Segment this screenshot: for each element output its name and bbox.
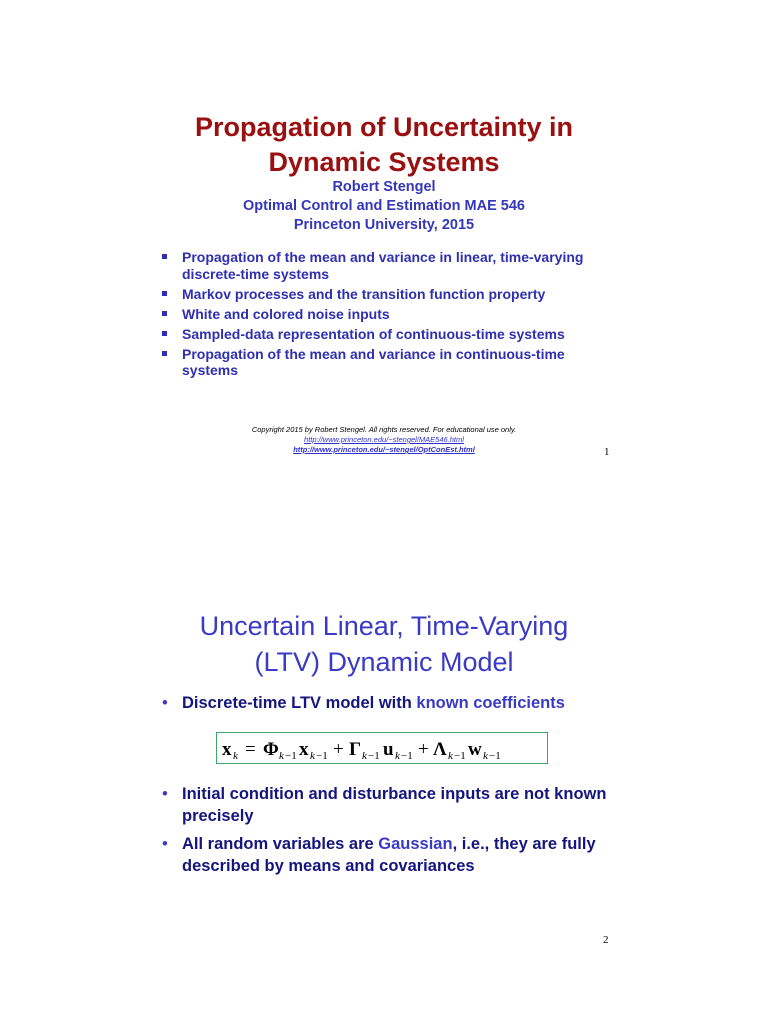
state-equation-box	[216, 732, 548, 764]
svg-text:−1: −1	[285, 750, 297, 762]
svg-text:k: k	[279, 750, 284, 762]
svg-text:−1: −1	[401, 750, 413, 762]
svg-text:Φ: Φ	[263, 739, 279, 760]
square-bullet-icon	[162, 291, 167, 296]
svg-text:=: =	[245, 739, 256, 760]
list-item: • Discrete-time LTV model with known coefficients	[162, 694, 565, 712]
course-link[interactable]: http://www.princeton.edu/~stengel/MAE546.html	[304, 435, 464, 444]
svg-text:−1: −1	[316, 750, 328, 762]
svg-text:Λ: Λ	[433, 739, 447, 760]
svg-text:x: x	[299, 739, 309, 760]
copyright-notice: Copyright 2015 by Robert Stengel. All rights reserved. For educational use only.	[251, 425, 517, 434]
svg-text:k: k	[310, 750, 315, 762]
slide-2-bullet-list-bottom	[160, 783, 620, 883]
svg-text:x: x	[222, 739, 232, 760]
book-link[interactable]: http://www.princeton.edu/~stengel/OptConEst.html	[293, 445, 475, 454]
course: Optimal Control and Estimation MAE 546	[243, 198, 525, 214]
page-number: 1	[604, 446, 610, 458]
highlight-gaussian: Gaussian	[378, 835, 453, 853]
svg-text:k: k	[395, 750, 400, 762]
list-item: Markov processes and the transition function property	[162, 286, 612, 303]
list-item: Propagation of the mean and variance in linear, time-varying discrete-time systems	[162, 249, 612, 282]
svg-text:−1: −1	[368, 750, 380, 762]
svg-text:−1: −1	[489, 750, 501, 762]
svg-text:+: +	[418, 739, 429, 760]
square-bullet-icon	[162, 254, 167, 259]
svg-text:k: k	[448, 750, 453, 762]
svg-text:k: k	[362, 750, 367, 762]
page-number: 2	[603, 934, 609, 946]
svg-text:k: k	[483, 750, 488, 762]
svg-text:Γ: Γ	[349, 739, 362, 760]
square-bullet-icon	[162, 311, 167, 316]
highlight-known-coefficients: known coefficients	[416, 694, 565, 712]
svg-text:w: w	[468, 739, 482, 760]
list-item: Sampled-data representation of continuous-time systems	[162, 326, 612, 343]
dot-bullet-icon: •	[162, 785, 168, 803]
list-item: Propagation of the mean and variance in continuous-time systems	[162, 346, 612, 379]
svg-text:k: k	[233, 750, 238, 762]
state-equation	[217, 733, 549, 765]
list-item: • Initial condition and disturbance inputs are not known precisely	[162, 785, 607, 825]
slide-2	[0, 512, 768, 1024]
dot-bullet-icon: •	[162, 835, 168, 853]
svg-text:u: u	[383, 739, 394, 760]
author: Robert Stengel	[332, 179, 436, 195]
list-item: White and colored noise inputs	[162, 306, 612, 323]
svg-text:−1: −1	[454, 750, 466, 762]
list-item: • All random variables are Gaussian, i.e., they are fully described by means and covariances	[162, 835, 596, 875]
slide-1-meta	[0, 178, 768, 235]
slide-1-bullet-list	[162, 249, 612, 382]
institution: Princeton University, 2015	[293, 217, 475, 233]
square-bullet-icon	[162, 331, 167, 336]
dot-bullet-icon: •	[162, 694, 168, 712]
square-bullet-icon	[162, 351, 167, 356]
slide-2-title: Uncertain Linear, Time-Varying (LTV) Dynamic Model	[199, 611, 569, 677]
svg-text:+: +	[333, 739, 344, 760]
slide-2-bullet-list-top	[160, 692, 620, 720]
copyright-block	[0, 425, 768, 455]
slide-1-title: Propagation of Uncertainty in Dynamic Systems	[194, 112, 574, 177]
